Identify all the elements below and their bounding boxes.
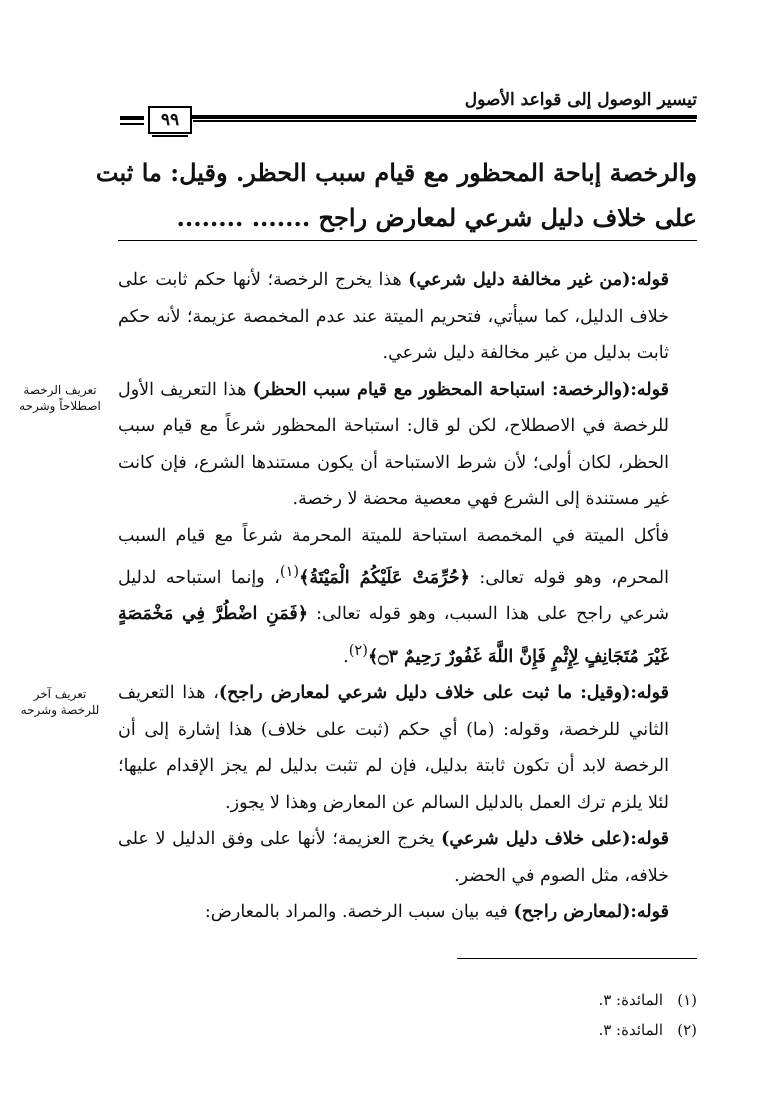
- commentary-label: قوله:: [630, 902, 669, 923]
- commentary-text: هذا التعريف الأول للرخصة في الاصطلاح، لكن لو قال: استباحة المحظور شرعاً مع قيام سبب الحظر، لكان أولى؛ لأن شرط الاستباحة أن يكون مستندها الشرع، فإن كانت غير مستندة إلى الشرع فهي معصية محضة لا رخصة.: [118, 379, 669, 509]
- margin-note-line: للرخصة وشرحه: [20, 703, 100, 717]
- commentary-text: .: [343, 646, 349, 667]
- margin-note-line: اصطلاحاً وشرحه: [19, 399, 101, 413]
- commentary-quote: (وقيل: ما ثبت على خلاف دليل شرعي لمعارض راجح): [218, 683, 631, 704]
- commentary-paragraph: [118, 518, 697, 676]
- footnotes: [598, 985, 697, 1045]
- commentary-label: قوله:: [630, 683, 670, 704]
- footnote-text: المائدة: ٣.: [598, 1021, 663, 1039]
- commentary-text: فيه بيان سبب الرخصة. والمراد بالمعارض:: [204, 902, 514, 923]
- footnote-number: (١): [677, 991, 697, 1009]
- page-number: ٩٩: [148, 106, 192, 134]
- commentary-quote: (لمعارض راجح): [513, 902, 631, 923]
- margin-note-line: تعريف الرخصة: [23, 383, 97, 397]
- commentary-paragraph: [118, 262, 697, 372]
- footnote-text: المائدة: ٣.: [598, 991, 663, 1009]
- footnote-divider: [457, 958, 697, 959]
- base-text-divider: [118, 240, 697, 241]
- commentary-text: هذا يخرج الرخصة؛ لأنها حكم ثابت على خلاف الدليل، كما سيأتي، فتحريم الميتة عند عدم المخمصة عزيمة؛ لأنه حكم ثابت بدليل من غير مخالفة دليل شرعي.: [118, 270, 669, 363]
- margin-note-2: [10, 686, 110, 718]
- base-text-line-1: والرخصة إباحة المحظور مع قيام سبب الحظر. وقيل: ما ثبت: [95, 158, 697, 187]
- quran-verse: ﴿فَمَنِ اضْطُرَّ فِي مَخْمَصَةٍ غَيْرَ مُتَجَانِفٍ لِإِثْمٍ فَإِنَّ اللَّهَ غَفُورٌ رَحِيمٌ ۝٣﴾: [118, 604, 669, 667]
- commentary-paragraph: [118, 372, 697, 518]
- commentary-quote: (والرخصة: استباحة المحظور مع قيام سبب الحظر): [252, 379, 631, 400]
- commentary-label: قوله:: [630, 829, 669, 850]
- commentary-paragraph: [118, 675, 697, 821]
- footnote-number: (٢): [677, 1021, 697, 1039]
- commentary-quote: (على خلاف دليل شرعي): [441, 829, 631, 850]
- commentary-quote: (من غير مخالفة دليل شرعي): [408, 270, 631, 290]
- base-text-line-2: على خلاف دليل شرعي لمعارض راجح ....... ........: [176, 203, 697, 232]
- commentary-text: فأكل الميتة في المخمصة استباحة للميتة المحرمة شرعاً مع قيام السبب المحرم، وهو قوله تعالى:: [118, 525, 669, 588]
- commentary-text: يخرج العزيمة؛ لأنها على وفق الدليل لا على خلافه، مثل الصوم في الحضر.: [118, 829, 669, 886]
- header-dash: [120, 116, 144, 120]
- footnote-item: [598, 1015, 697, 1045]
- margin-note-1: [10, 382, 110, 414]
- base-text: [95, 150, 697, 240]
- header-dash-thin: [120, 123, 144, 125]
- footnote-ref: (١): [279, 563, 300, 580]
- header-rule: [192, 115, 697, 119]
- footnote-item: [598, 985, 697, 1015]
- quran-verse: ﴿حُرِّمَتْ عَلَيْكُمُ الْمَيْتَةُ﴾: [299, 567, 470, 588]
- commentary: [118, 262, 697, 931]
- commentary-text: ، هذا التعريف الثاني للرخصة، وقوله: (ما) أي حكم (ثبت على خلاف) هذا إشارة إلى أن الرخصة لابد أن تكون ثابتة بدليل، فإن لم تثبت بدليل لم يجز الإقدام عليها؛ لئلا يلزم ترك العمل بالدليل السالم عن المعارض وهذا لا يجوز.: [118, 683, 669, 813]
- commentary-label: قوله:: [630, 379, 669, 400]
- commentary-text: ، وإنما استباحه لدليل شرعي راجح على هذا السبب، وهو قوله تعالى:: [118, 567, 669, 625]
- running-title: تيسير الوصول إلى قواعد الأصول: [464, 90, 697, 110]
- commentary-paragraph: [118, 821, 697, 894]
- commentary-paragraph: [118, 894, 697, 931]
- commentary-label: قوله:: [630, 270, 669, 290]
- margin-note-line: تعريف آخر: [33, 687, 87, 701]
- footnote-ref: (٢): [348, 641, 368, 659]
